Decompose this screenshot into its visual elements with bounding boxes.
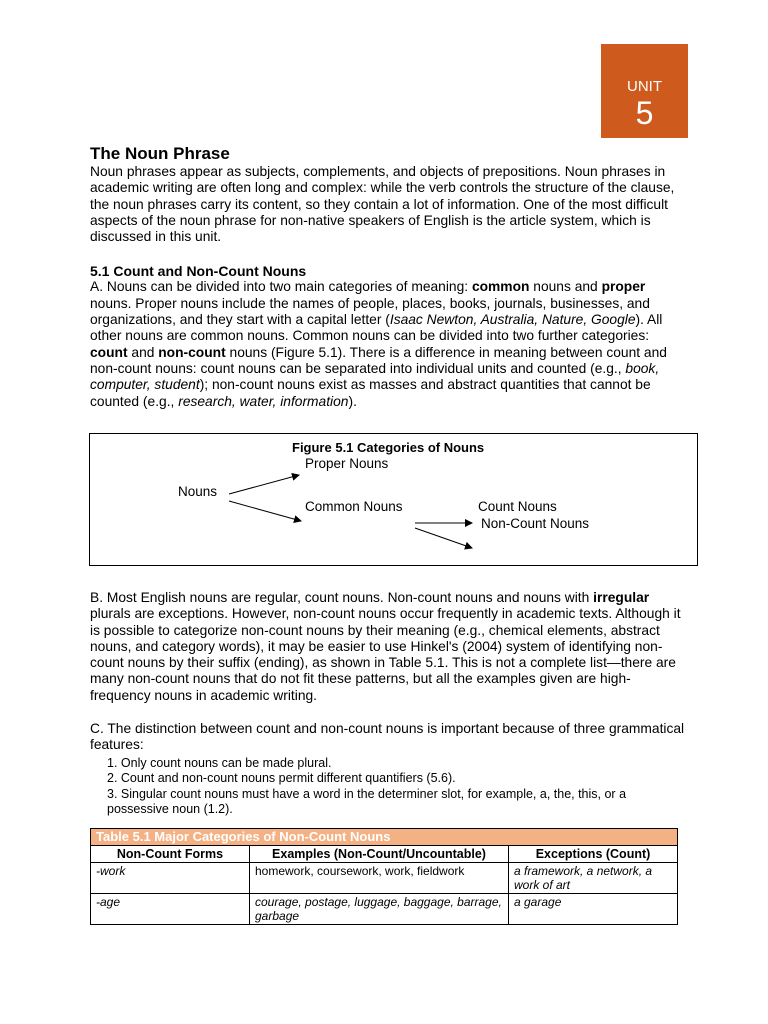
column-header: Exceptions (Count): [509, 846, 678, 863]
unit-badge: [601, 44, 688, 138]
table-row: [91, 894, 678, 925]
table-cell: -work: [91, 863, 250, 894]
features-list: [90, 756, 690, 818]
paragraph-a: A. Nouns can be divided into two main categories of meaning: common nouns and proper nouns. Proper nouns include the names of people, places, books, journals, businesses, and organizations, and they start with a capital letter (Isaac Newton, Australia, Nature, Google). All other nouns are common nouns. Common nouns can be divided into two further categories: count and non-count nouns (Figure 5.1). There is a difference in meaning between count and non-count nouns: count nouns can be separated into individual units and counted (e.g., book, computer, student); non-count nouns exist as masses and abstract quantities that cannot be counted (e.g., research, water, information).: [90, 279, 667, 409]
label-common-nouns: Common Nouns: [305, 499, 403, 514]
label-proper-nouns: Proper Nouns: [305, 456, 389, 471]
table-row: [91, 863, 678, 894]
section-heading: 5.1 Count and Non-Count Nouns: [90, 263, 307, 280]
arrow-to-proper: [229, 475, 299, 494]
main-content: [90, 142, 690, 410]
label-non-count-nouns: Non-Count Nouns: [481, 516, 590, 531]
column-header: Non-Count Forms: [91, 846, 250, 863]
table-cell: a garage: [509, 894, 678, 925]
paragraph-b: B. Most English nouns are regular, count nouns. Non-count nouns and nouns with irregular plurals are exceptions. However, non-count nouns occur frequently in academic texts. Although it is possible to categorize non-count nouns by their meaning (e.g., chemical elements, abstract nouns, and category words), it may be easier to use Hinkel's (2004) system of identifying non-count nouns by their suffix (ending), as shown in Table 5.1. This is not a complete list—there are many non-count nouns that do not fit these patterns, but all the examples given are high-frequency nouns in academic writing.: [90, 590, 681, 703]
label-count-nouns: Count Nouns: [478, 499, 557, 514]
label-nouns: Nouns: [178, 484, 218, 499]
arrow-to-common: [229, 501, 301, 521]
page-title: The Noun Phrase: [90, 144, 230, 163]
figure-title: Figure 5.1 Categories of Nouns: [292, 440, 485, 455]
paragraph-c: [90, 721, 690, 818]
table-caption: Table 5.1 Major Categories of Non-Count Nouns: [91, 829, 678, 846]
table-caption-row: [91, 829, 678, 846]
table-cell: -age: [91, 894, 250, 925]
table-non-count-nouns: [90, 828, 678, 925]
unit-label: UNIT: [627, 78, 662, 95]
table-cell: homework, coursework, work, fieldwork: [250, 863, 509, 894]
paragraph-c-text: C. The distinction between count and non-count nouns is important because of three grammatical features:: [90, 721, 685, 753]
column-header: Examples (Non-Count/Uncountable): [250, 846, 509, 863]
table-cell: a framework, a network, a work of art: [509, 863, 678, 894]
table-cell: courage, postage, luggage, baggage, barrage, garbage: [250, 894, 509, 925]
figure-categories-of-nouns: [89, 433, 698, 566]
intro-paragraph: Noun phrases appear as subjects, complements, and objects of prepositions. Noun phrases in academic writing are often long and complex: while the verb controls the structure of the clause, the noun phrases carry its content, so they contain a lot of information. One of the most difficult aspects of the noun phrase for non-native speakers of English is the article system, which is discussed in this unit.: [90, 164, 675, 245]
list-item: 2. Count and non-count nouns permit different quantifiers (5.6).: [107, 771, 456, 786]
arrow-to-noncount: [415, 528, 472, 548]
list-item: 1. Only count nouns can be made plural.: [107, 755, 332, 770]
table-header-row: [91, 846, 678, 863]
list-item: 3. Singular count nouns must have a word in the determiner slot, for example, a, the, this, or a possessive noun (1.2).: [107, 787, 627, 817]
unit-number: 5: [635, 95, 654, 131]
